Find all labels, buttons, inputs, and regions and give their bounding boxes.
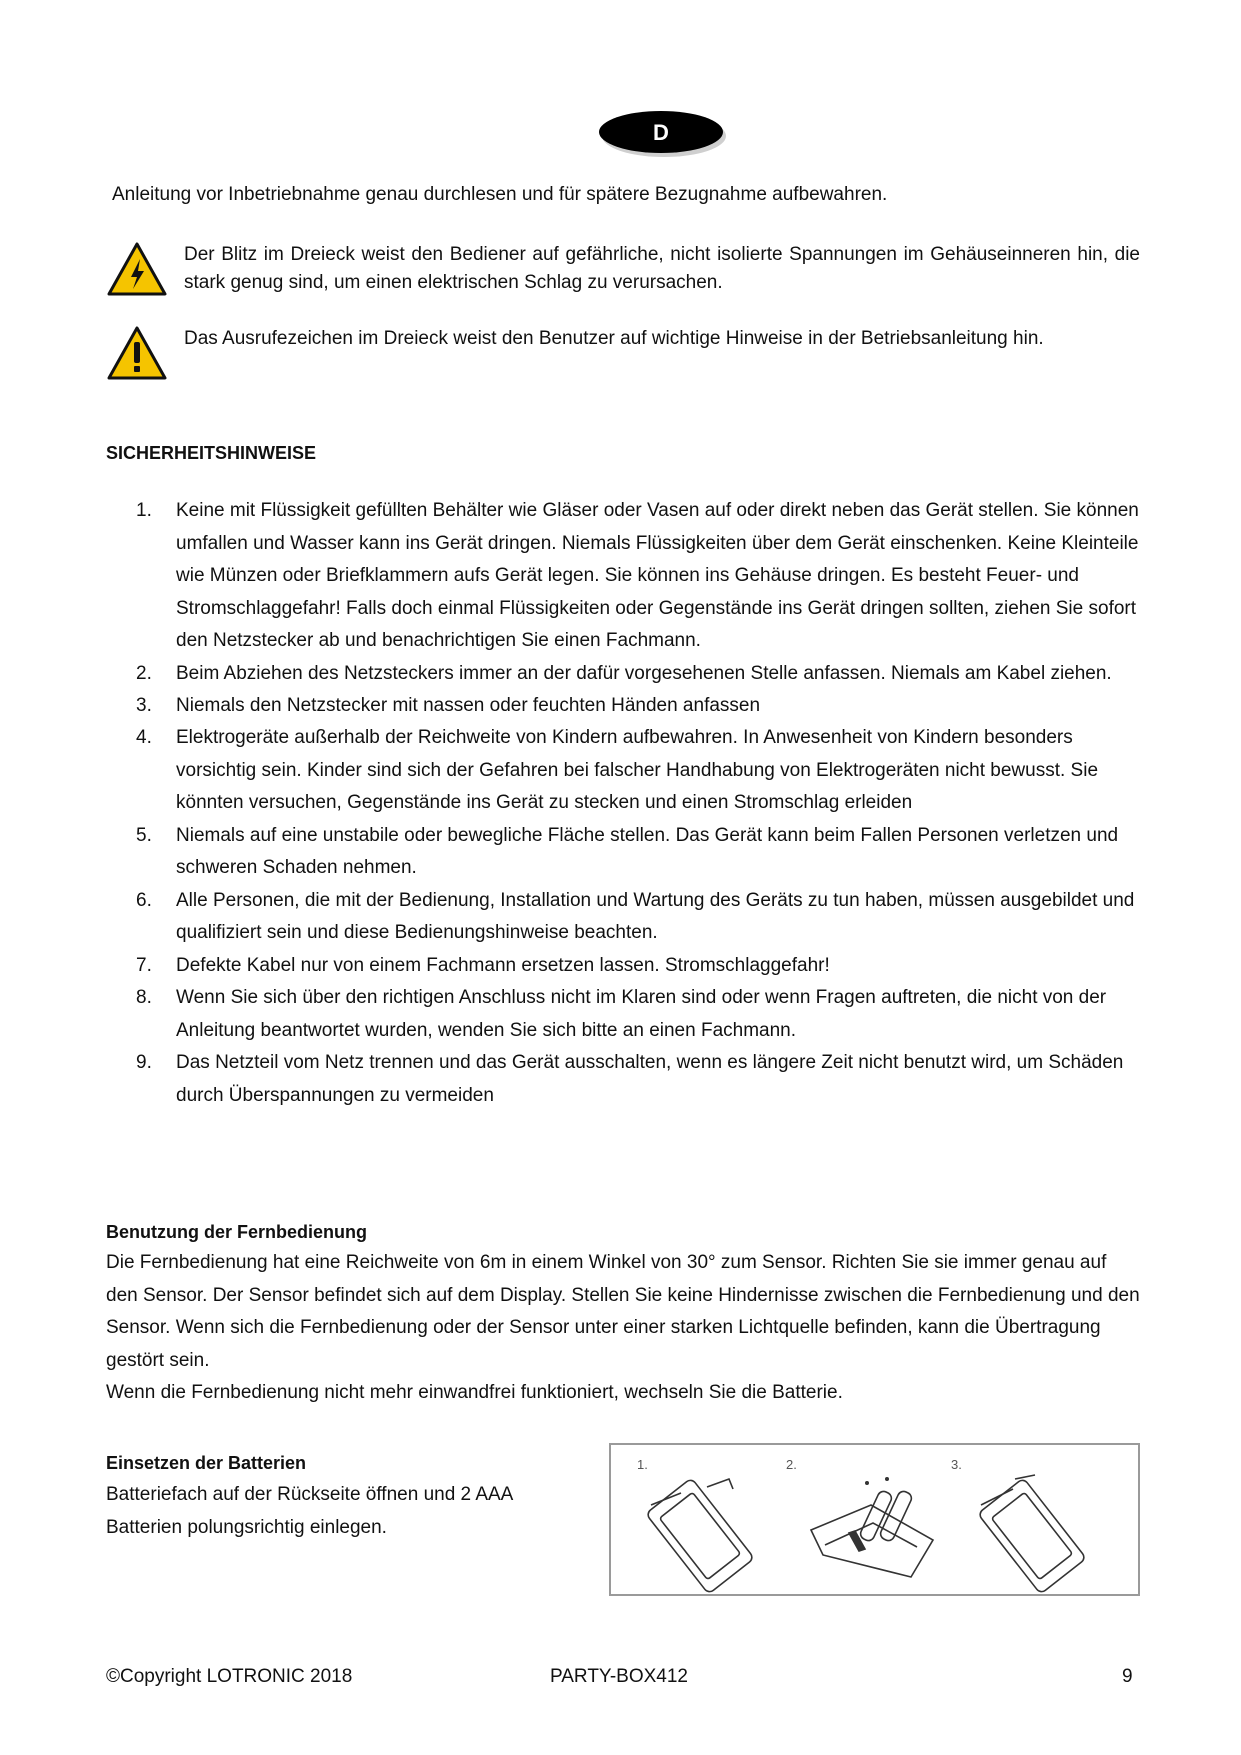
- list-item-number: 8.: [136, 987, 152, 1008]
- list-item-text: Elektrogeräte außerhalb der Reichweite von Kindern aufbewahren. In Anwesenheit von Kindern besonders vorsichtig sein. Kinder sind sich der Gefahren bei falscher Handhabung von Elektrogeräten nicht bewusst. Sie könnten versuchen, Gegenstände ins Gerät zu stecken und einen Stromschlag erleiden: [176, 727, 1099, 813]
- exclamation-warning-icon: [106, 325, 168, 381]
- list-item-number: 1.: [136, 500, 152, 521]
- list-item-number: 2.: [136, 662, 152, 684]
- list-item: [136, 820, 1140, 885]
- list-item-text: Niemals den Netzstecker mit nassen oder feuchten Händen anfassen: [176, 694, 761, 716]
- list-item-text: Alle Personen, die mit der Bedienung, Installation und Wartung des Geräts zu tun haben, müssen ausgebildet und qualifiziert sein und diese Bedienungshinweise beachten.: [176, 889, 1135, 943]
- intro-text: Anleitung vor Inbetriebnahme genau durchlesen und für spätere Bezugnahme aufbewahren.: [112, 184, 888, 205]
- footer-copyright: ©Copyright LOTRONIC 2018: [106, 1666, 353, 1687]
- lightning-warning-icon: [106, 241, 168, 297]
- badge-letter: D: [653, 120, 669, 145]
- list-item: [136, 885, 1140, 950]
- remote-heading: Benutzung der Fernbedienung: [106, 1222, 367, 1242]
- list-item-text: Niemals auf eine unstabile oder bewegliche Fläche stellen. Das Gerät kann beim Fallen Personen verletzen und schweren Schaden nehmen.: [176, 824, 1119, 878]
- list-item: [136, 495, 1140, 658]
- warning-lightning-text: Der Blitz im Dreieck weist den Bediener auf gefährliche, nicht isolierte Spannungen im Gehäuseinneren hin, die stark genug sind, um einen elektrischen Schlag zu verursachen.: [184, 244, 1140, 293]
- list-item: [136, 658, 1140, 690]
- language-badge: [596, 107, 728, 159]
- footer-page-number: 9: [1122, 1666, 1133, 1687]
- remote-step-2: [811, 1477, 933, 1577]
- remote-paragraph: Die Fernbedienung hat eine Reichweite von 6m in einem Winkel von 30° zum Sensor. Richten Sie sie immer genau auf den Sensor. Der Sensor befindet sich auf dem Display. Stellen Sie keine Hindernisse zwischen die Fernbedienung und den Sensor. Wenn sich die Fernbedienung oder der Sensor unter einer starken Lichtquelle befinden, kann die Übertragung gestört sein.: [106, 1252, 1140, 1371]
- footer-model: PARTY-BOX412: [550, 1666, 689, 1687]
- safety-list: [136, 495, 1140, 1112]
- badge-ellipse: [596, 107, 728, 159]
- list-item: [136, 1047, 1140, 1112]
- list-item-text: Defekte Kabel nur von einem Fachmann ersetzen lassen. Stromschlaggefahr!: [176, 954, 830, 976]
- list-item-number: 5.: [136, 824, 152, 846]
- batteries-heading: Einsetzen der Batterien: [106, 1453, 307, 1473]
- list-item-number: 9.: [136, 1052, 152, 1073]
- remote-battery-note: Wenn die Fernbedienung nicht mehr einwandfrei funktioniert, wechseln Sie die Batterie.: [106, 1382, 843, 1403]
- list-item-number: 3.: [136, 694, 152, 716]
- list-item-number: 6.: [136, 889, 152, 911]
- step-3-label: 3.: [951, 1457, 962, 1472]
- safety-heading: SICHERHEITSHINWEISE: [106, 443, 317, 463]
- battery-steps-illustration: [611, 1445, 1138, 1594]
- list-item-number: 7.: [136, 954, 152, 976]
- warning-exclamation-text: Das Ausrufezeichen im Dreieck weist den Benutzer auf wichtige Hinweise in der Betriebsanleitung hin.: [184, 328, 1044, 349]
- list-item: [136, 982, 1140, 1047]
- batteries-text: Batteriefach auf der Rückseite öffnen und 2 AAA Batterien polungsrichtig einlegen.: [106, 1484, 513, 1538]
- list-item-text: Keine mit Flüssigkeit gefüllten Behälter wie Gläser oder Vasen auf oder direkt neben das Gerät stellen. Sie können umfallen und Wasser kann ins Gerät dringen. Niemals Flüssigkeiten über dem Gerät einschenken. Keine Kleinteile wie Münzen oder Briefklammern aufs Gerät legen. Sie können ins Gehäuse dringen. Es besteht Feuer- und Stromschlaggefahr! Falls doch einmal Flüssigkeiten oder Gegenstände ins Gerät dringen sollten, ziehen Sie sofort den Netzstecker ab und benachrichtigen Sie einen Fachmann.: [176, 500, 1139, 651]
- remote-step-1: [646, 1478, 755, 1594]
- list-item: [136, 950, 1140, 983]
- list-item-text: Das Netzteil vom Netz trennen und das Gerät ausschalten, wenn es längere Zeit nicht benutzt wird, um Schäden durch Überspannungen zu vermeiden: [176, 1052, 1124, 1106]
- list-item: [136, 690, 1140, 723]
- list-item-text: Wenn Sie sich über den richtigen Anschluss nicht im Klaren sind oder wenn Fragen auftreten, die nicht von der Anleitung beantwortet wurden, wenden Sie sich bitte an einen Fachmann.: [176, 987, 1107, 1041]
- list-item: [136, 722, 1140, 820]
- step-1-label: 1.: [637, 1457, 648, 1472]
- step-2-label: 2.: [786, 1457, 797, 1472]
- list-item-number: 4.: [136, 727, 152, 748]
- list-item-text: Beim Abziehen des Netzsteckers immer an der dafür vorgesehenen Stelle anfassen. Niemals am Kabel ziehen.: [176, 662, 1112, 684]
- remote-step-3: [978, 1475, 1087, 1594]
- battery-figure: [609, 1443, 1140, 1596]
